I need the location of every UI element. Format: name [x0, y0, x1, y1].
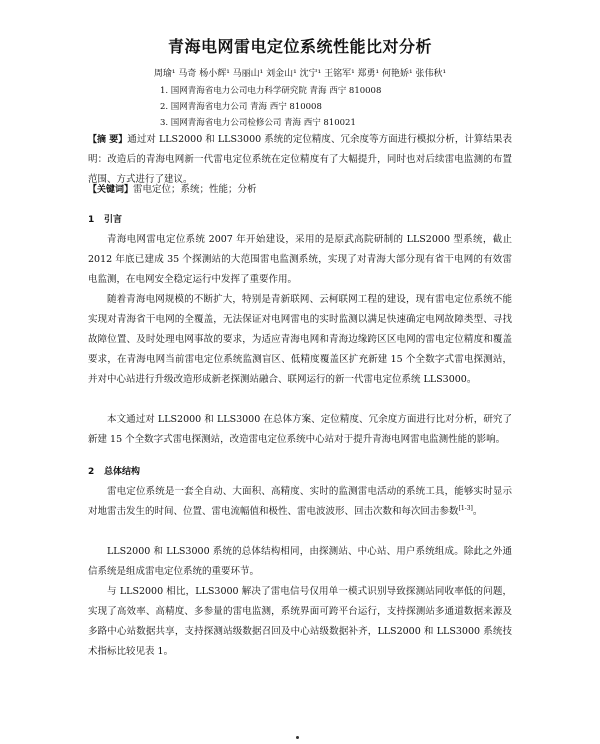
structure-paragraph-2: LLS2000 和 LLS3000 系统的总体结构相同，由探测站、中心站、用户系统组成。除此之外通信系统是组成雷电定位系统的重要环节。 — [88, 546, 512, 577]
section-1-title: 引言 — [104, 215, 123, 225]
section-2-heading — [88, 464, 140, 477]
structure-paragraph-1-text: 雷电定位系统是一套全自动、大面积、高精度、实时的监测雷电活动的系统工具，能够实时显示对地雷击发生的时间、位置、雷电流幅值和极性、雷电波波形、回击次数和每次回击参数 — [88, 486, 512, 517]
section-1-number: 1 — [88, 215, 95, 225]
keywords-text: 雷电定位；系统；性能；分析 — [133, 184, 257, 195]
affiliation-1: 1. 国网青海省电力公司电力科学研究院 青海 西宁 810008 — [160, 86, 382, 96]
keywords-label: 【关键词】 — [88, 185, 134, 195]
structure-paragraph-3: 与 LLS2000 相比，LLS3000 解决了雷电信号仅用单一模式识别导致探测站同收率低的问题，实现了高效率、高精度、多参量的雷电监测，系统界面可跨平台运行，支持探测站多通道数据来源及多路中心站数据共享，支持探测站级数据召回及中心站级数据补齐，LLS2000 和 LLS3000 系统技术指标比较见表 1。 — [88, 586, 512, 657]
citation-ref: [1-3] — [458, 504, 473, 512]
author-list: 周瑜¹ 马奇 杨小辉¹ 马丽山¹ 刘金山¹ 沈宁¹ 王铭军¹ 郑勇¹ 何艳娇¹ 张伟秋¹ — [153, 69, 447, 79]
section-2-title: 总体结构 — [104, 467, 141, 477]
keywords-block — [88, 180, 512, 200]
affiliation-2: 2. 国网青海省电力公司 青海 西宁 810008 — [160, 102, 322, 112]
section-1-heading — [88, 212, 122, 225]
intro-paragraph-1: 青海电网雷电定位系统 2007 年开始建设，采用的是原武高院研制的 LLS2000 型系统，截止 2012 年底已建成 35 个探测站的大范围雷电监测系统，实现了对青海大部分现有省干电网的有效雷电监测，在电网安全稳定运行中发挥了重要作用。 — [88, 234, 512, 285]
affiliation-3: 3. 国网青海省电力公司检修公司 青海 西宁 810021 — [160, 118, 356, 128]
abstract-text: 通过对 LLS2000 和 LLS3000 系统的定位精度、冗余度等方面进行模拟分析，计算结果表明：改造后的青海电网新一代雷电定位系统在定位精度有了大幅提升，同时也对后续雷电监测的布置范围、方式进行了建议。 — [88, 134, 512, 185]
intro-paragraph-3: 本文通过对 LLS2000 和 LLS3000 在总体方案、定位精度、冗余度方面进行比对分析，研究了新建 15 个全数字式雷电探测站，改造雷电定位系统中心站对于提升青海电网雷电监测性能的影响。 — [88, 414, 512, 445]
abstract-label: 【摘 要】 — [88, 135, 128, 145]
structure-paragraph-1-end: 。 — [472, 506, 483, 517]
page-footer-dot — [296, 736, 299, 739]
intro-paragraph-2: 随着青海电网规模的不断扩大，特别是青新联网、云柯联网工程的建设，现有雷电定位系统不能实现对青海省干电网的全覆盖，无法保证对电网雷电的实时监测以满足快速确定电网故障类型、寻找故障位置、及时处理电网事故的要求，为适应青海电网和青海边缘跨区区电网的雷电定位精度和覆盖要求，在青海电网当前雷电定位系统监测盲区、低精度覆盖区扩充新建 15 个全数字式雷电探测站，并对中心站进行升级改造形成新老探测站融合、联网运行的新一代雷电定位系统 LLS3000。 — [88, 294, 512, 385]
structure-paragraph-1 — [88, 482, 512, 522]
paper-title: 青海电网雷电定位系统性能比对分析 — [167, 37, 432, 56]
section-2-number: 2 — [88, 467, 95, 477]
